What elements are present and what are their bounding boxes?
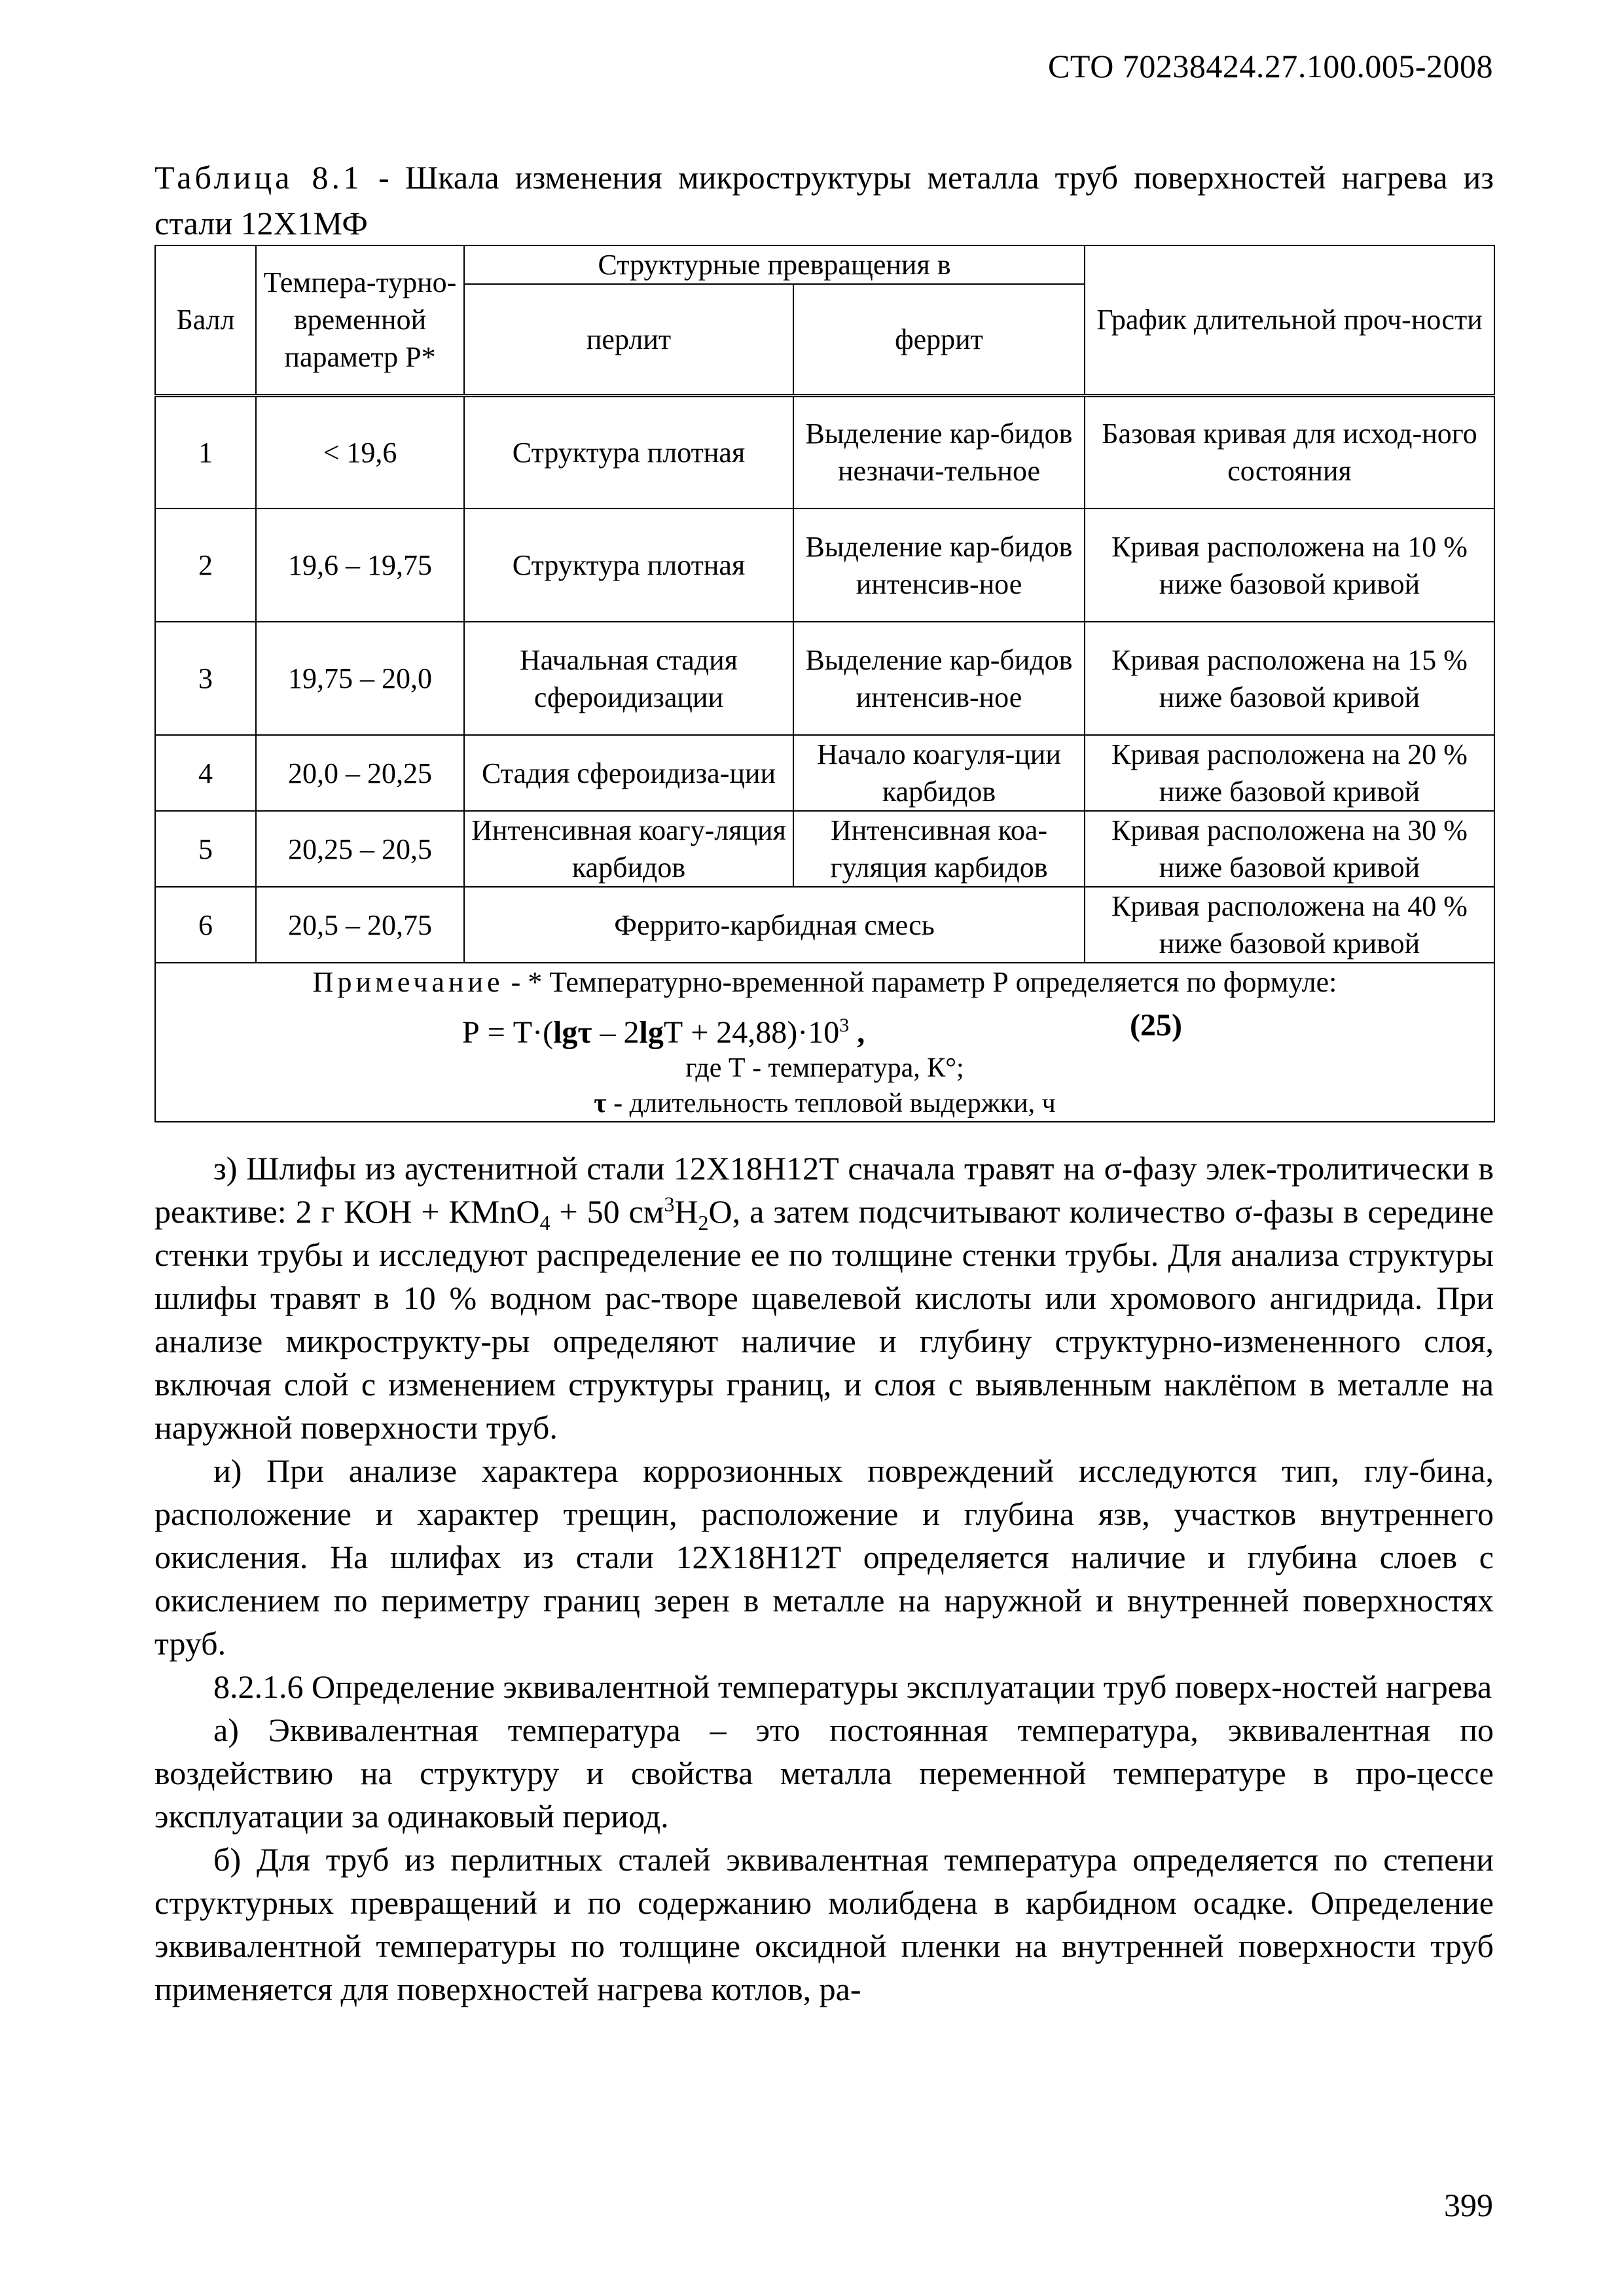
paragraph-z-part: + 50 см (550, 1193, 664, 1230)
cell-ferrit: Выделение кар-бидов интенсив-ное (793, 509, 1085, 622)
cell-perlit: Структура плотная (464, 509, 793, 622)
cell-perlit: Структура плотная (464, 395, 793, 509)
paragraph-z-part: з) Шлифы из аустенитной стали 12Х18Н12Т сначала травят на σ-фазу элек-тролитически в реактиве: 2 г КОН + КMnO (154, 1150, 1494, 1230)
cell-param: 20,5 – 20,75 (256, 887, 464, 963)
table-row (155, 622, 1494, 735)
cell-graph: Базовая кривая для исход-ного состояния (1085, 395, 1494, 509)
header-ball: Балл (155, 245, 256, 395)
equation-number: (25) (1130, 1008, 1182, 1043)
table-row (155, 509, 1494, 622)
cell-ball: 4 (155, 735, 256, 811)
cell-ferrit: Выделение кар-бидов интенсив-ное (793, 622, 1085, 735)
table-caption-prefix: Таблица 8.1 (154, 159, 363, 196)
cell-graph: Кривая расположена на 10 % ниже базовой кривой (1085, 509, 1494, 622)
cell-param: 20,25 – 20,5 (256, 811, 464, 887)
paragraph-b: б) Для труб из перлитных сталей эквивалентная температура определяется по степени структурных превращений и по содержанию молибдена в карбидном осадке. Определение эквивалентной температуры по толщине оксидной пленки на внутренней поверхности труб применяется для поверхностей нагрева котлов, ра- (154, 1841, 1494, 2007)
paragraph-a: а) Эквивалентная температура – это постоянная температура, эквивалентная по воздействию на структуру и свойства металла переменной температуре в про-цессе эксплуатации за одинаковый период. (154, 1712, 1494, 1835)
note-intro (161, 963, 1489, 1001)
formula-exponent: 3 (839, 1014, 850, 1036)
table-note (155, 963, 1494, 1122)
header-strength-graph: График длительной проч-ности (1085, 245, 1494, 395)
cell-ferrit: Начало коагуля-ции карбидов (793, 735, 1085, 811)
cell-graph: Кривая расположена на 30 % ниже базовой кривой (1085, 811, 1494, 887)
paragraph-z-part: O, а затем подсчитывают количество σ-фазы в середине стенки трубы и исследуют распределение ее по толщине стенки трубы. Для анализа структуры шлифы травят в 10 % водном рас-творе щавелевой кислоты или хромового ангидрида. При анализе микрострукту-ры определяют наличие и глубину структурно-измененного слоя, включая слой с изменением структуры границ, и слоя с выявленным наклёпом в металле на наружной поверхности труб. (154, 1193, 1494, 1446)
header-ferrit: феррит (793, 284, 1085, 395)
tau-symbol: τ (594, 1088, 607, 1119)
cell-perlit: Стадия сфероидиза-ции (464, 735, 793, 811)
subscript: 2 (698, 1211, 709, 1234)
formula-line (161, 1001, 1489, 1050)
table-row (155, 811, 1494, 887)
header-perlit: перлит (464, 284, 793, 395)
formula-lg-tau: lgτ (553, 1015, 592, 1050)
cell-ball: 1 (155, 395, 256, 509)
cell-ball: 6 (155, 887, 256, 963)
cell-param: 20,0 – 20,25 (256, 735, 464, 811)
page-number: 399 (1444, 2187, 1493, 2223)
tau-line (161, 1086, 1489, 1121)
formula-lhs: Р = Т·( (462, 1015, 554, 1050)
paragraph-z-part: H (674, 1193, 698, 1230)
cell-graph: Кривая расположена на 40 % ниже базовой кривой (1085, 887, 1494, 963)
formula-rest: Т + 24,88)·10 (663, 1015, 840, 1050)
subscript: 4 (539, 1211, 550, 1234)
paragraph-i: и) При анализе характера коррозионных повреждений исследуются тип, глу-бина, расположение и характер трещин, расположение и глубина язв, участков внутреннего окисления. На шлифах из стали 12Х18Н12Т определяется наличие и глубина слоев с окислением по периметру границ зерен в металле на наружной и внутренней поверхностях труб. (154, 1452, 1494, 1662)
microstructure-scale-table (154, 245, 1495, 1122)
cell-ferrit: Выделение кар-бидов незначи-тельное (793, 395, 1085, 509)
cell-perlit: Интенсивная коагу-ляция карбидов (464, 811, 793, 887)
table-row (155, 735, 1494, 811)
note-label: Примечание (312, 966, 504, 998)
cell-param: 19,75 – 20,0 (256, 622, 464, 735)
table-row (155, 395, 1494, 509)
body-text (154, 1147, 1494, 2011)
where-line: где Т - температура, К°; (685, 1053, 964, 1083)
cell-ball: 2 (155, 509, 256, 622)
cell-perlit: Начальная стадия сфероидизации (464, 622, 793, 735)
section-heading-8-2-1-6: 8.2.1.6 Определение эквивалентной температуры эксплуатации труб поверх-ностей нагрева (213, 1668, 1492, 1705)
table-caption-text: - Шкала изменения микроструктуры металла труб поверхностей нагрева из стали 12Х1МФ (154, 159, 1494, 242)
table-caption (154, 154, 1494, 246)
cell-ball: 5 (155, 811, 256, 887)
cell-graph: Кривая расположена на 20 % ниже базовой кривой (1085, 735, 1494, 811)
cell-param: 19,6 – 19,75 (256, 509, 464, 622)
note-text: - * Температурно-временной параметр Р определяется по формуле: (503, 966, 1337, 998)
cell-ball: 3 (155, 622, 256, 735)
cell-ferrit: Интенсивная коа-гуляция карбидов (793, 811, 1085, 887)
document-code: СТО 70238424.27.100.005-2008 (1048, 48, 1493, 84)
header-structural-transformations: Структурные превращения в (464, 245, 1085, 284)
tau-text: - длительность тепловой выдержки, ч (606, 1088, 1056, 1119)
formula-comma: , (849, 1015, 865, 1050)
superscript: 3 (664, 1192, 675, 1216)
formula-mid: – 2 (592, 1015, 640, 1050)
cell-graph: Кривая расположена на 15 % ниже базовой кривой (1085, 622, 1494, 735)
cell-merged-structure: Феррито-карбидная смесь (464, 887, 1085, 963)
table-note-row (155, 963, 1494, 1122)
paragraph-z (154, 1147, 1494, 1449)
formula-25 (462, 1001, 865, 1058)
formula-lg: lg (639, 1015, 664, 1050)
header-param: Темпера-турно-временной параметр Р* (256, 245, 464, 395)
cell-param: < 19,6 (256, 395, 464, 509)
table-row (155, 887, 1494, 963)
